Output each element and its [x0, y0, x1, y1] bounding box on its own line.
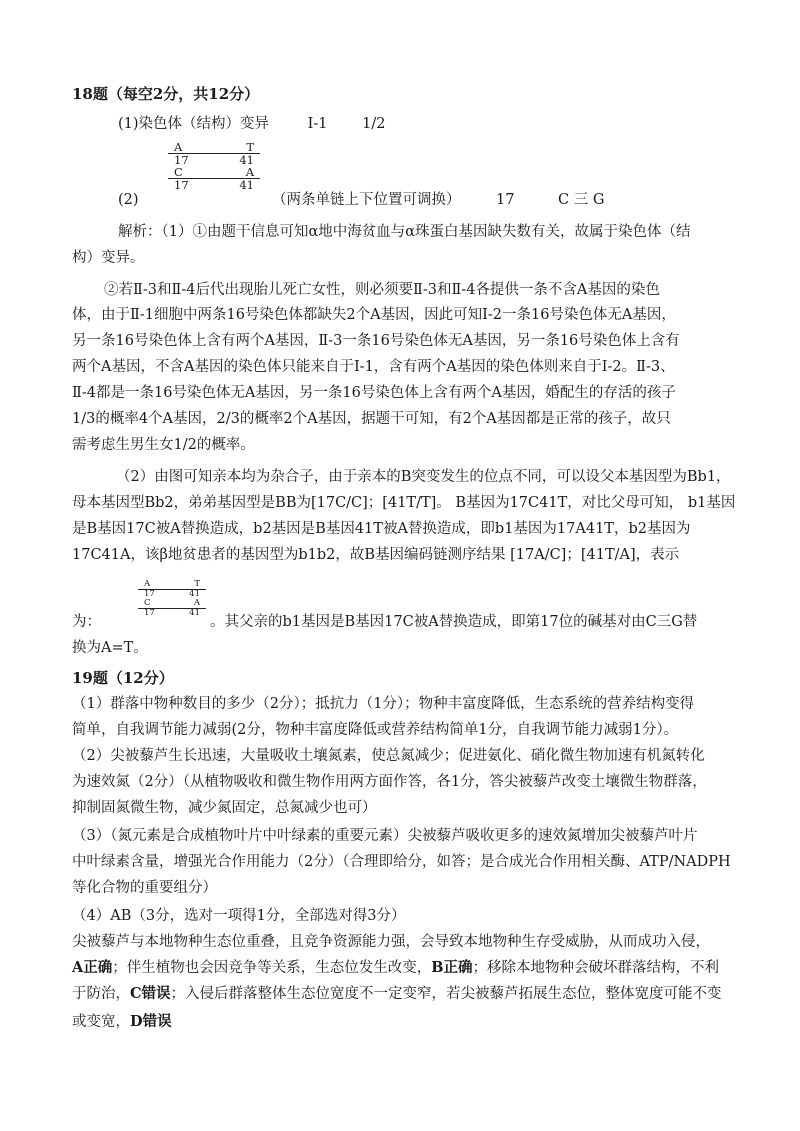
- seq-row2-right: 41: [189, 589, 200, 599]
- q19-line: （2）尖被藜芦生长迅速，大量吸收土壤氮素，使总氮减少；促进氨化、硝化微生物加速有机氮转化: [72, 748, 705, 764]
- seq-top-right: T: [194, 579, 200, 589]
- q19-line: 抑制固氮微生物，减少氮固定，总氮减少也可）: [72, 800, 377, 816]
- analysis-line: 1/3的概率4个A基因，2/3的概率2个A基因，据题干可知，有2个A基因都是正常的孩子，故只: [72, 411, 671, 427]
- seq-row2-right: 41: [239, 153, 254, 167]
- analysis-line: 需考虑生男生女1/2的概率。: [72, 437, 255, 453]
- q19-line: 尖被藜芦与本地物种生态位重叠，且竞争资源能力强，会导致本地物种生存受威胁，从而成功入侵，: [72, 934, 710, 950]
- seq-row3-left: C: [174, 165, 183, 179]
- seq-row4-right: 41: [239, 178, 254, 192]
- q18-title: 18题（每空2分，共12分）: [72, 85, 260, 103]
- judgement-c: C错误: [130, 985, 171, 1002]
- q19-line: （4）AB（3分，选对一项得1分，全部选对得3分）: [72, 908, 406, 924]
- judgement-text: ；移除本地物种会破坏群落结构，不利: [472, 960, 720, 976]
- analysis-line: 母本基因型Bb2，弟弟基因型是BB为[17C/C]；[41T/T]。 B基因为17C41T，对比父母可知， b1基因: [72, 495, 736, 511]
- q19-line: 中叶绿素含量，增强光合作用能力（2分）（合理即给分，如答；是合成光合作用相关酶、ATP/NADPH: [72, 854, 731, 870]
- gene-sequence-diagram-small: [138, 580, 206, 618]
- judgement-text: 或变宽，: [72, 1014, 130, 1030]
- analysis-line: Ⅱ-4都是一条16号染色体无A基因，另一条16号染色体上含有两个A基因，婚配生的存活的孩子: [72, 385, 676, 401]
- seq-row2-left: 17: [174, 153, 189, 167]
- q18-a2-label: (2): [118, 192, 139, 208]
- judgement-b: B正确: [431, 959, 473, 976]
- analysis-line: 构）变异。: [72, 250, 145, 266]
- q18-answer-1: [118, 114, 385, 134]
- q18-a1-individual: I-1: [307, 116, 328, 132]
- analysis-line: （2）由图可知亲本均为杂合子，由于亲本的B突变发生的位点不同，可以设父本基因型为Bb1，: [116, 469, 731, 485]
- judgement-text: ；入侵后群落整体生态位宽度不一定变窄，若尖被藜芦拓展生态位，整体宽度可能不变: [170, 986, 722, 1002]
- analysis-line: 。其父亲的b1基因是B基因17C被A替换造成，即第17位的碱基对由C三G替: [210, 614, 698, 630]
- analysis-line: 换为A=T。: [72, 640, 148, 656]
- q19-judgement-line: [72, 984, 722, 1004]
- seq-row4-right: 41: [189, 608, 200, 618]
- seq-top-left: A: [174, 140, 183, 154]
- seq-row2-left: 17: [144, 589, 155, 599]
- analysis-line: 两个A基因，不含A基因的染色体只能来自于Ⅰ-1，含有两个A基因的染色体则来自于Ⅰ-2。Ⅱ-3、: [72, 359, 675, 375]
- seq-row3-right: A: [245, 165, 254, 179]
- q18-a2-note: （两条单链上下位置可调换）: [272, 192, 461, 208]
- judgement-a: A正确: [72, 959, 113, 976]
- q19-line: 等化合物的重要组分）: [72, 880, 217, 896]
- q18-a2-base-pair: C 三 G: [558, 192, 605, 208]
- judgement-d: D错误: [130, 1013, 172, 1030]
- q19-judgement-line: [72, 1012, 172, 1032]
- q18-a2-position: 17: [496, 192, 515, 208]
- q19-line: 为速效氮（2分）（从植物吸收和微生物作用两方面作答，各1分，答尖被藜芦改变土壤微生物群落，: [72, 774, 707, 790]
- q19-judgement-line: [72, 958, 719, 978]
- analysis-line: 另一条16号染色体上含有两个A基因，Ⅱ-3一条16号染色体无A基因，另一条16号染色体上含有: [72, 333, 680, 349]
- seq-top-left: A: [144, 579, 151, 589]
- seq-row4-left: 17: [174, 178, 189, 192]
- q18-a1-probability: 1/2: [362, 116, 386, 132]
- analysis-line: 解析：（1）①由题干信息可知α地中海贫血与α珠蛋白基因缺失数有关，故属于染色体（结: [118, 224, 691, 240]
- analysis-line: 体，由于Ⅱ-1细胞中两条16号染色体都缺失2个A基因，因此可知Ⅰ-2一条16号染色体无A基因，: [72, 307, 676, 323]
- gene-sequence-diagram: [168, 141, 260, 191]
- judgement-text: 于防治，: [72, 986, 130, 1002]
- analysis-line: 是B基因17C被A替换造成，b2基因是B基因41T被A替换造成，即b1基因为17A41T，b2基因为: [72, 521, 691, 537]
- seq-row3-right: A: [193, 598, 200, 608]
- judgement-text: ；伴生植物也会因竞争等关系，生态位发生改变，: [112, 960, 432, 976]
- q19-line: 简单，自我调节能力减弱(2分，物种丰富度降低或营养结构简单1分，自我调节能力减弱1分）。: [72, 722, 679, 738]
- q19-line: （1）群落中物种数目的多少（2分）；抵抗力（1分）；物种丰富度降低，生态系统的营养结构变得: [72, 696, 695, 712]
- seq-top-right: T: [246, 140, 254, 154]
- seq-row4-left: 17: [144, 608, 155, 618]
- analysis-wei: 为：: [72, 614, 101, 630]
- seq-row3-left: C: [144, 598, 151, 608]
- analysis-line: 17C41A，该β地贫患者的基因型为b1b2，故B基因编码链测序结果 [17A/C]；[41T/A]，表示: [72, 547, 680, 563]
- q18-a1-label: (1)染色体（结构）变异: [118, 116, 270, 132]
- q19-line: （3）（氮元素是合成植物叶片中叶绿素的重要元素）尖被藜芦吸收更多的速效氮增加尖被藜芦叶片: [72, 828, 698, 844]
- analysis-line: ②若Ⅱ-3和Ⅱ-4后代出现胎儿死亡女性，则必须要Ⅱ-3和Ⅱ-4各提供一条不含A基因的染色: [104, 282, 660, 298]
- q19-title: 19题（12分）: [72, 669, 174, 687]
